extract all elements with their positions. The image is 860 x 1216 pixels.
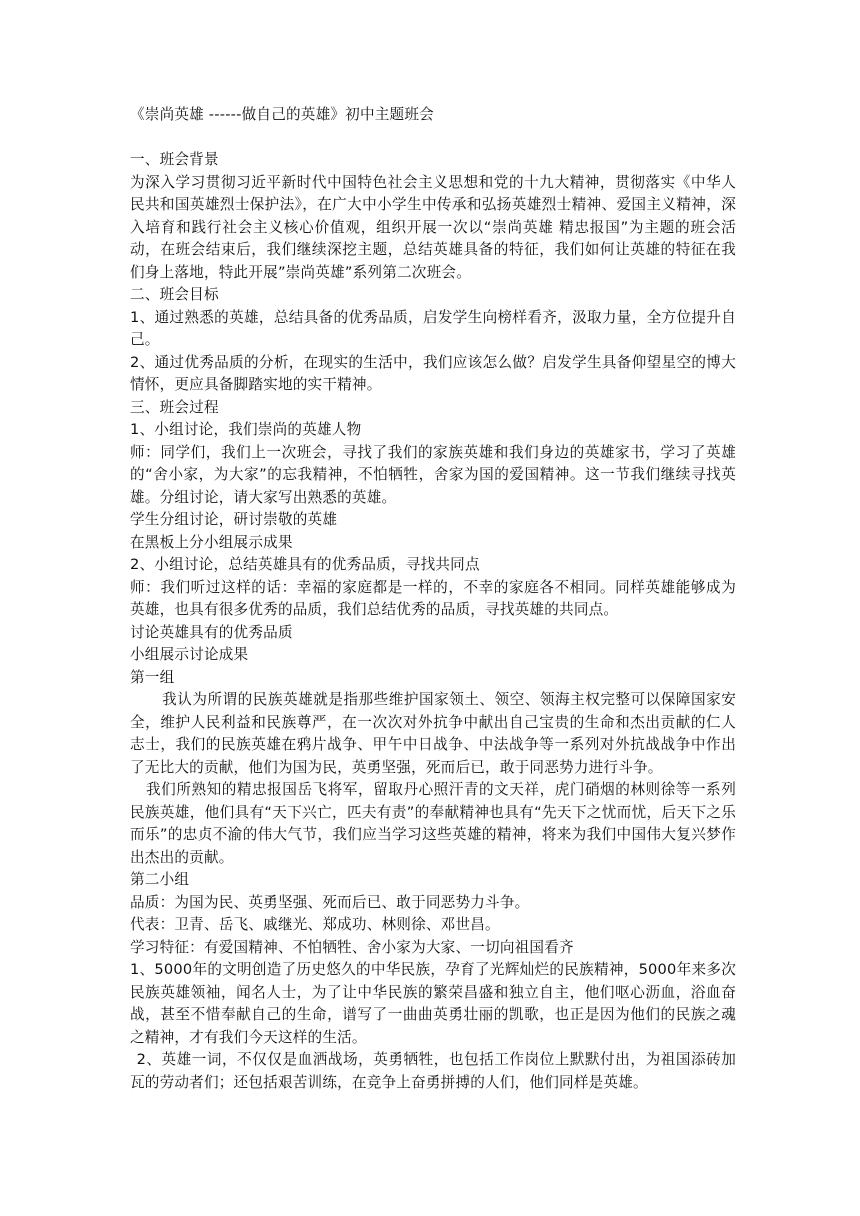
section-heading-process: 三、班会过程 <box>130 398 219 416</box>
paragraph-teacher-1: 师：同学们，我们上一次班会，寻找了我们的家族英雄和我们身边的英雄家书，学习了英雄的“舍小家，为大家”的忘我精神，不怕牺牲，舍家为国的爱国精神。这一节我们继续寻找英雄。分组讨论，请大家写出熟悉的英雄。 <box>130 443 736 506</box>
paragraph-goal-2: 2、通过优秀品质的分析，在现实的生活中，我们应该怎么做？启发学生具备仰望星空的博大情怀，更应具备脚踏实地的实干精神。 <box>130 353 736 393</box>
document-body <box>130 104 736 1094</box>
document-title: 《崇尚英雄 ------做自己的英雄》初中主题班会 <box>130 106 434 123</box>
paragraph-discuss-qualities: 讨论英雄具有的优秀品质 <box>130 623 293 641</box>
paragraph-student-discussion: 学生分组讨论，研讨崇敬的英雄 <box>130 511 338 528</box>
group-2-heading: 第二小组 <box>130 871 190 888</box>
paragraph-group-show: 小组展示讨论成果 <box>130 646 249 663</box>
paragraph-blackboard: 在黑板上分小组展示成果 <box>130 533 293 551</box>
group-2-point-1: 1、5000年的文明创造了历史悠久的中华民族，孕育了光辉灿烂的民族精神，5000年来多次民族英雄领袖，闻名人士，为了让中华民族的繁荣昌盛和独立自主，他们呕心沥血，浴血奋战，甚至不惜奉献自己的生命，谱写了一曲曲英勇壮丽的凯歌，也正是因为他们的民族之魂之精神，才有我们今天这样的生活。 <box>130 961 736 1046</box>
group-1-paragraph-2: 我们所熟知的精忠报国岳飞将军，留取丹心照汗青的文天祥，虎门硝烟的林则徐等一系列民族英雄，他们具有“天下兴亡，匹夫有责”的奉献精神也具有“先天下之忧而忧，后天下之乐而乐”的忠贞不渝的伟大气节，我们应当学习这些英雄的精神，将来为我们中国伟大复兴梦作出杰出的贡献。 <box>130 781 736 866</box>
subheading-step-1: 1、小组讨论，我们崇尚的英雄人物 <box>130 421 362 438</box>
group-1-heading: 第一组 <box>130 668 175 686</box>
section-heading-background: 一、班会背景 <box>130 151 219 168</box>
group-2-learning-features: 学习特征：有爱国精神、不怕牺牲、舍小家为大家、一切向祖国看齐 <box>130 938 574 956</box>
paragraph-goal-1: 1、通过熟悉的英雄，总结具备的优秀品质，启发学生向榜样看齐，汲取力量，全方位提升自己。 <box>130 308 736 348</box>
group-2-representatives: 代表：卫青、岳飞、戚继光、郑成功、林则徐、邓世昌。 <box>130 916 500 933</box>
group-2-point-2: 2、英雄一词，不仅仅是血洒战场，英勇牺牲，也包括工作岗位上默默付出，为祖国添砖加瓦的劳动者们；还包括艰苦训练，在竞争上奋勇拼搏的人们，他们同样是英雄。 <box>130 1051 736 1091</box>
group-1-paragraph-1: 我认为所谓的民族英雄就是指那些维护国家领土、领空、领海主权完整可以保障国家安全，维护人民利益和民族尊严，在一次次对外抗争中献出自己宝贵的生命和杰出贡献的仁人志士，我们的民族英雄在鸦片战争、甲午中日战争、中法战争等一系列对外抗战战争中作出了无比大的贡献，他们为国为民，英勇坚强，死而后已，敢于同恶势力进行斗争。 <box>130 691 736 776</box>
paragraph-teacher-2: 师：我们听过这样的话：幸福的家庭都是一样的，不幸的家庭各不相同。同样英雄能够成为英雄，也具有很多优秀的品质，我们总结优秀的品质，寻找英雄的共同点。 <box>130 578 736 618</box>
subheading-step-2: 2、小组讨论，总结英雄具有的优秀品质，寻找共同点 <box>130 556 480 573</box>
section-heading-goals: 二、班会目标 <box>130 286 219 303</box>
paragraph-background: 为深入学习贯彻习近平新时代中国特色社会主义思想和党的十九大精神，贯彻落实《中华人民共和国英雄烈士保护法》，在广大中小学生中传承和弘扬英雄烈士精神、爱国主义精神，深入培育和践行社会主义核心价值观，组织开展一次以“崇尚英雄 精忠报国”为主题的班会活动，在班会结束后，我们继续深挖主题，总结英雄具备的特征，我们如何让英雄的特征在我们身上落地，特此开展”崇尚英雄”系列第二次班会。 <box>130 173 736 281</box>
group-2-qualities: 品质：为国为民、英勇坚强、死而后已、敢于同恶势力斗争。 <box>130 893 530 911</box>
